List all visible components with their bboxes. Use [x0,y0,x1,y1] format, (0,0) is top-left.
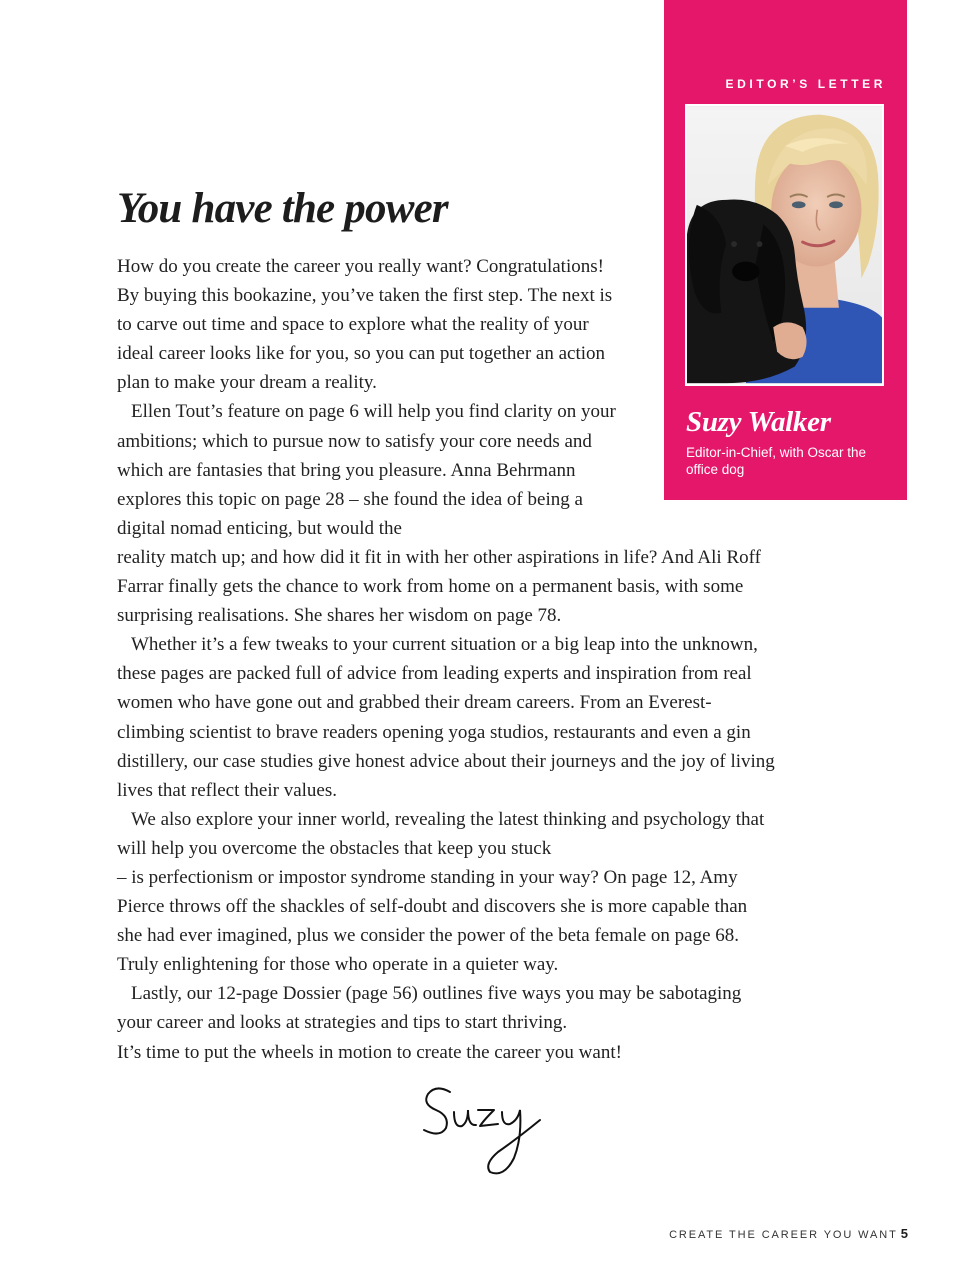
publication-title: CREATE THE CAREER YOU WANT [669,1229,898,1241]
editor-name: Suzy Walker [686,406,831,438]
body-paragraph: How do you create the career you really want? Congratulations! By buying this bookazine, you’ve taken the first step. The next is to carve out time and space to explore what the reality of your ideal career looks like for you, so you can put together an action plan to make your dream a reality. [117,256,613,394]
page-number: 5 [900,1226,908,1241]
signature [418,1078,548,1183]
body-paragraph: reality match up; and how did it fit in with her other aspirations in life? And Ali Roff Farrar finally gets the chance to work from home on a permanent basis, with some surprising realisations. She shares her wisdom on page 78. [117,546,761,627]
body-paragraph: Lastly, our 12-page Dossier (page 56) outlines five ways you may be sabotaging your career and looks at strategies and tips to start thriving. It’s time to put the wheels in motion to create the career you want! [117,983,742,1063]
page-footer [669,1226,908,1241]
body-paragraph: We also explore your inner world, revealing the latest thinking and psychology that will help you overcome the obstacles that keep you stuck – is perfectionism or impostor syndrome standing in your way? On page 12, Amy Pierce throws off the shackles of self-doubt and discovers she is more capable than she had ever imagined, plus we consider the power of the beta female on page 68. Truly enlightening for those who operate in a quieter way. [117,808,765,976]
editor-caption: Editor-in-Chief, with Oscar the office dog [686,445,867,477]
body-paragraph: Whether it’s a few tweaks to your current situation or a big leap into the unknown, these pages are packed full of advice from leading experts and inspiration from real women who have gone out and grabbed their dream careers. From an Everest-climbing scientist to brave readers opening yoga studios, restaurants and even a gin distillery, our case studies give honest advice about their journeys and the joy of living lives that reflect their values. [117,634,775,801]
section-kicker: EDITOR’S LETTER [725,77,886,91]
body-paragraph: Ellen Tout’s feature on page 6 will help you find clarity on your ambitions; which to pursue now to satisfy your core needs and which are fantasies that bring you pleasure. Anna Behrmann explores this topic on page 28 – she found the idea of being a digital nomad enticing, but would the [117,401,616,539]
article-body [117,252,777,1067]
article-headline: You have the power [117,185,448,232]
